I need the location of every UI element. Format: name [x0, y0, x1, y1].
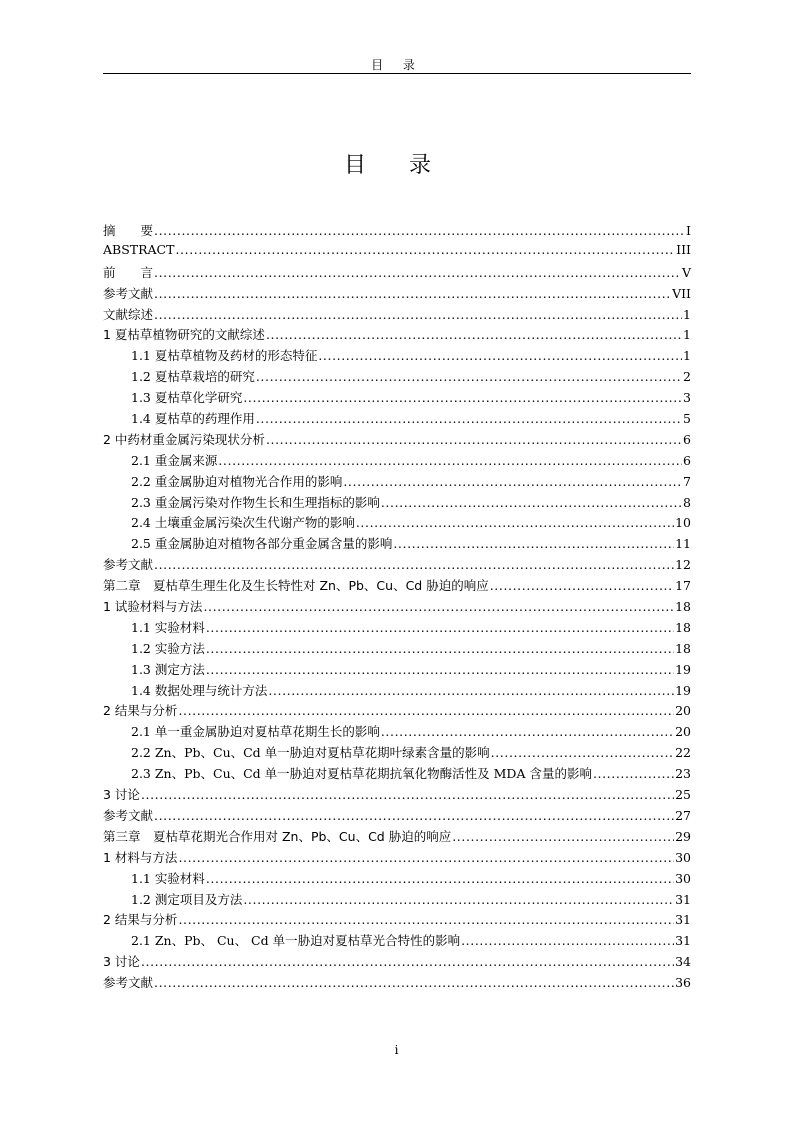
toc-entry-label: 1.2 实验方法	[131, 640, 205, 656]
toc-entry[interactable]	[103, 681, 691, 702]
toc-entry-page: 30	[675, 849, 691, 865]
toc-entry-page: 7	[683, 473, 691, 489]
page-number: i	[394, 1043, 399, 1057]
toc-entry-page: 11	[675, 536, 691, 552]
toc-entry-label: 3 讨论	[103, 787, 140, 803]
toc-entry[interactable]	[103, 764, 691, 785]
toc-entry[interactable]	[103, 263, 691, 284]
toc-leader-dots	[178, 912, 674, 927]
toc-leader-dots	[256, 369, 682, 384]
toc-entry[interactable]	[103, 284, 691, 305]
toc-entry[interactable]	[103, 242, 691, 263]
toc-entry[interactable]	[103, 221, 691, 242]
toc-entry-label: 第三章 夏枯草花期光合作用对 Zn、Pb、Cu、Cd 胁迫的响应	[103, 828, 452, 844]
toc-entry[interactable]	[103, 660, 691, 681]
toc-entry-page: V	[681, 264, 691, 280]
toc-entry-label: 2.2 重金属胁迫对植物光合作用的影响	[131, 473, 343, 489]
toc-entry-page: 1	[683, 306, 691, 322]
toc-leader-dots	[343, 474, 682, 489]
toc-entry-page: 30	[675, 870, 691, 886]
toc-entry-page: 5	[683, 411, 691, 427]
toc-entry-page: 1	[683, 327, 691, 343]
toc-leader-dots	[356, 515, 674, 530]
toc-leader-dots	[154, 286, 671, 301]
toc-entry-label: 1.2 测定项目及方法	[131, 891, 243, 907]
toc-entry[interactable]	[103, 305, 691, 326]
toc-entry[interactable]	[103, 597, 691, 618]
toc-leader-dots	[461, 933, 674, 948]
toc-entry[interactable]	[103, 409, 691, 430]
toc-entry[interactable]	[103, 430, 691, 451]
toc-entry-label: 1.4 数据处理与统计方法	[131, 682, 268, 698]
toc-entry[interactable]	[103, 890, 691, 911]
toc-leader-dots	[178, 850, 674, 865]
toc-leader-dots	[206, 641, 674, 656]
toc-leader-dots	[268, 683, 674, 698]
toc-leader-dots	[178, 703, 674, 718]
toc-entry-page: 31	[675, 933, 691, 949]
toc-entry-page: 22	[675, 745, 691, 761]
toc-entry-label: 2.1 单一重金属胁迫对夏枯草花期生长的影响	[131, 724, 380, 740]
toc-entry-label: 1.3 夏枯草化学研究	[131, 390, 243, 406]
toc-leader-dots	[266, 432, 682, 447]
toc-entry-label: 参考文献	[103, 975, 154, 991]
toc-entry-label: 1 夏枯草植物研究的文献综述	[103, 327, 265, 343]
toc-entry[interactable]	[103, 701, 691, 722]
toc-entry-page: 6	[683, 431, 691, 447]
toc-leader-dots	[256, 411, 682, 426]
toc-entry[interactable]	[103, 785, 691, 806]
toc-leader-dots	[266, 327, 682, 342]
toc-leader-dots	[206, 871, 674, 886]
toc-entry-page: 12	[675, 557, 691, 573]
toc-entry-page: I	[686, 223, 691, 238]
toc-leader-dots	[154, 557, 674, 572]
toc-entry-label: 摘 要	[103, 223, 154, 238]
toc-entry-page: 20	[675, 703, 691, 719]
toc-entry-page: 27	[675, 807, 691, 823]
toc-entry-label: 参考文献	[103, 807, 154, 823]
toc-entry-label: 文献综述	[103, 306, 154, 322]
toc-entry[interactable]	[103, 806, 691, 827]
toc-leader-dots	[490, 578, 674, 593]
toc-entry[interactable]	[103, 910, 691, 931]
toc-leader-dots	[154, 808, 674, 823]
toc-entry-page: 19	[675, 682, 691, 698]
toc-entry[interactable]	[103, 451, 691, 472]
toc-leader-dots	[206, 662, 674, 677]
toc-entry-label: 1.1 实验材料	[131, 870, 205, 886]
toc-entry[interactable]	[103, 534, 691, 555]
toc-entry-label: 2.4 土壤重金属污染次生代谢产物的影响	[131, 515, 355, 531]
toc-entry-page: 29	[675, 828, 691, 844]
toc-leader-dots	[452, 829, 674, 844]
toc-entry-page: III	[676, 241, 691, 257]
toc-entry[interactable]	[103, 722, 691, 743]
toc-entry-page: 3	[683, 390, 691, 406]
toc-entry-page: 1	[683, 348, 691, 364]
toc-leader-dots	[243, 892, 674, 907]
toc-entry[interactable]	[103, 555, 691, 576]
toc-leader-dots	[154, 223, 685, 238]
toc-entry-page: 2	[683, 369, 691, 385]
toc-entry-label: 2.5 重金属胁迫对植物各部分重金属含量的影响	[131, 536, 393, 552]
toc-entry[interactable]	[103, 618, 691, 639]
toc-entry-label: 1.2 夏枯草栽培的研究	[131, 369, 255, 385]
toc-entry-label: ABSTRACT	[103, 241, 175, 257]
toc-entry-page: 36	[675, 975, 691, 991]
toc-entry-label: 参考文献	[103, 285, 154, 301]
toc-entry-label: 参考文献	[103, 557, 154, 573]
toc-entry-label: 前 言	[103, 264, 154, 280]
toc-leader-dots	[154, 975, 674, 990]
toc-entry-page: 18	[675, 599, 691, 615]
toc-leader-dots	[491, 745, 674, 760]
toc-entry-page: 25	[675, 787, 691, 803]
toc-leader-dots	[381, 724, 674, 739]
toc-entry-label: 第二章 夏枯草生理生化及生长特性对 Zn、Pb、Cu、Cd 胁迫的响应	[103, 578, 489, 594]
toc-entry[interactable]	[103, 367, 691, 388]
toc-entry-label: 1 试验材料与方法	[103, 599, 203, 615]
table-of-contents	[103, 221, 691, 994]
running-header: 目 录	[371, 58, 423, 72]
toc-leader-dots	[203, 599, 674, 614]
toc-entry[interactable]	[103, 388, 691, 409]
toc-entry[interactable]	[103, 952, 691, 973]
toc-entry-label: 2.1 重金属来源	[131, 452, 218, 468]
toc-entry[interactable]	[103, 973, 691, 994]
toc-entry-page: 31	[675, 912, 691, 928]
toc-entry-page: 6	[683, 452, 691, 468]
toc-entry-label: 1.1 夏枯草植物及药材的形态特征	[131, 348, 318, 364]
toc-leader-dots	[243, 390, 682, 405]
toc-entry[interactable]	[103, 931, 691, 952]
toc-entry[interactable]	[103, 493, 691, 514]
toc-entry-page: 20	[675, 724, 691, 740]
toc-entry-label: 2.3 Zn、Pb、Cu、Cd 单一胁迫对夏枯草花期抗氧化物酶活性及 MDA 含量的影响	[131, 766, 592, 782]
page-title: 目 录	[344, 153, 449, 178]
toc-leader-dots	[206, 620, 674, 635]
toc-entry-label: 1.4 夏枯草的药理作用	[131, 411, 255, 427]
toc-leader-dots	[154, 265, 681, 280]
toc-leader-dots	[175, 242, 675, 257]
toc-leader-dots	[393, 536, 674, 551]
toc-entry-label: 1 材料与方法	[103, 849, 178, 865]
toc-leader-dots	[218, 453, 682, 468]
toc-entry-page: 23	[675, 766, 691, 782]
toc-leader-dots	[141, 954, 674, 969]
toc-entry-page: 19	[675, 661, 691, 677]
toc-entry-label: 2.1 Zn、Pb、 Cu、 Cd 单一胁迫对夏枯草光合特性的影响	[131, 933, 461, 949]
header-rule	[103, 73, 691, 74]
toc-entry[interactable]	[103, 472, 691, 493]
toc-leader-dots	[593, 766, 674, 781]
toc-entry[interactable]	[103, 848, 691, 869]
toc-entry[interactable]	[103, 827, 691, 848]
toc-entry-page: 18	[675, 640, 691, 656]
toc-entry-label: 1.1 实验材料	[131, 619, 205, 635]
toc-entry-label: 3 讨论	[103, 954, 140, 970]
toc-entry[interactable]	[103, 325, 691, 346]
toc-entry-label: 2 结果与分析	[103, 912, 178, 928]
toc-leader-dots	[381, 495, 682, 510]
toc-entry-page: 18	[675, 619, 691, 635]
toc-entry[interactable]	[103, 639, 691, 660]
toc-entry-page: 10	[675, 515, 691, 531]
toc-entry-label: 2.2 Zn、Pb、Cu、Cd 单一胁迫对夏枯草花期叶绿素含量的影响	[131, 745, 490, 761]
toc-entry-label: 2.3 重金属污染对作物生长和生理指标的影响	[131, 494, 380, 510]
toc-entry-page: 31	[675, 891, 691, 907]
toc-entry-page: VII	[672, 285, 691, 301]
toc-entry-label: 2 中药材重金属污染现状分析	[103, 431, 265, 447]
toc-entry[interactable]	[103, 346, 691, 367]
toc-entry[interactable]	[103, 869, 691, 890]
toc-entry[interactable]	[103, 743, 691, 764]
toc-entry[interactable]	[103, 513, 691, 534]
toc-entry-page: 34	[675, 954, 691, 970]
toc-entry-label: 1.3 测定方法	[131, 661, 205, 677]
toc-leader-dots	[154, 307, 682, 322]
toc-entry-label: 2 结果与分析	[103, 703, 178, 719]
toc-leader-dots	[141, 787, 674, 802]
toc-entry-page: 8	[683, 494, 691, 510]
toc-entry[interactable]	[103, 576, 691, 597]
toc-entry-page: 17	[675, 578, 691, 594]
toc-leader-dots	[318, 348, 682, 363]
